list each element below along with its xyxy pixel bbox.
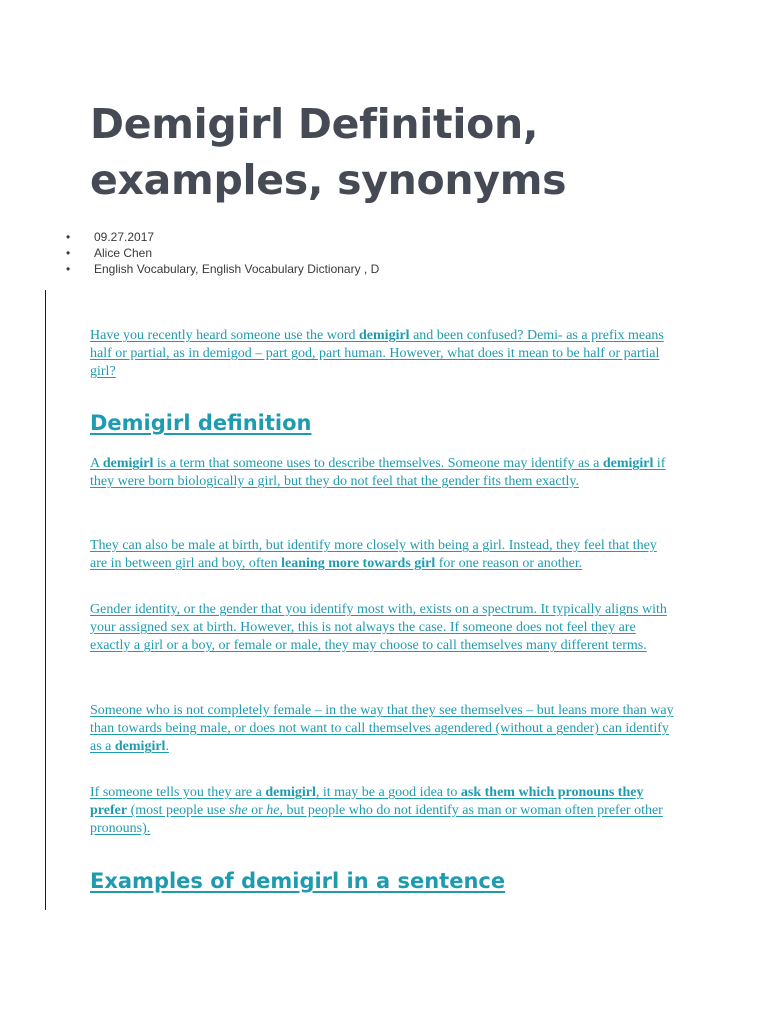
intro-text-2: and been confused? Demi- as a prefix means half or partial, as in demigod – part god, part human. However, what does it mean to be half or partial girl?	[90, 328, 664, 379]
p4-text-2: .	[165, 739, 169, 754]
examples-heading[interactable]: Examples of demigirl in a sentence	[90, 869, 506, 893]
page-title	[90, 96, 710, 208]
p4-text-1: Someone who is not completely female – in the way that they see themselves – but leans more than way than towards being male, or does not want to call themselves agendered (without a gender) can identify as a	[90, 703, 674, 754]
post-date: • 09.27.2017	[66, 229, 379, 245]
p5-pronoun-he: he	[266, 803, 280, 818]
p2-text-2: for one reason or another.	[435, 556, 583, 571]
p5-text-5: , but people who do not identify as man or woman often prefer other pronouns).	[90, 803, 663, 836]
p5-pronoun-she: she	[228, 803, 248, 818]
definition-paragraph-1[interactable]	[90, 455, 675, 491]
p2-emphasis: leaning more towards girl	[281, 556, 436, 571]
definition-paragraph-2[interactable]	[90, 537, 675, 573]
p5-text-1: If someone tells you they are a	[90, 785, 266, 800]
p5-text-3: (most people use	[127, 803, 229, 818]
p1-text-3: if they were born biologically a girl, but they do not feel that the gender fits them exactly.	[90, 456, 666, 489]
post-categories[interactable]: • English Vocabulary, English Vocabulary Dictionary , D	[66, 261, 379, 277]
definition-heading[interactable]: Demigirl definition	[90, 411, 312, 435]
p5-text-2: , it may be a good idea to	[315, 785, 461, 800]
post-meta-list	[66, 229, 379, 277]
p1-text-2: is a term that someone uses to describe themselves. Someone may identify as a	[153, 456, 603, 471]
p5-term: demigirl	[265, 785, 316, 800]
intro-paragraph[interactable]	[90, 327, 675, 381]
p3-text-1: Gender identity, or the gender that you identify most with, exists on a spectrum. It typically aligns with your assigned sex at birth. However, this is not always the case. If someone does not feel they are exactly a girl or a boy, or female or male, they may choose to call themselves many different terms.	[90, 602, 667, 653]
p1-term-2: demigirl	[602, 456, 654, 471]
p5-emphasis: ask them which pronouns they prefer	[90, 785, 644, 818]
left-margin-rule	[45, 290, 46, 910]
page-title-line-1: Demigirl Definition,	[90, 100, 539, 148]
intro-text-1: Have you recently heard someone use the word	[90, 328, 360, 343]
definition-paragraph-5[interactable]	[90, 784, 675, 838]
post-author: • Alice Chen	[66, 245, 379, 261]
p1-text-1: A	[90, 456, 103, 471]
page-title-line-2: examples, synonyms	[90, 156, 567, 204]
definition-paragraph-4[interactable]	[90, 702, 675, 756]
intro-term: demigirl	[359, 328, 410, 343]
definition-paragraph-3[interactable]	[90, 601, 675, 655]
p1-term-1: demigirl	[102, 456, 154, 471]
p2-text-1: They can also be male at birth, but identify more closely with being a girl. Instead, they feel that they are in between girl and boy, often	[90, 538, 657, 571]
p4-term: demigirl	[114, 739, 166, 754]
p5-text-4: or	[247, 803, 267, 818]
